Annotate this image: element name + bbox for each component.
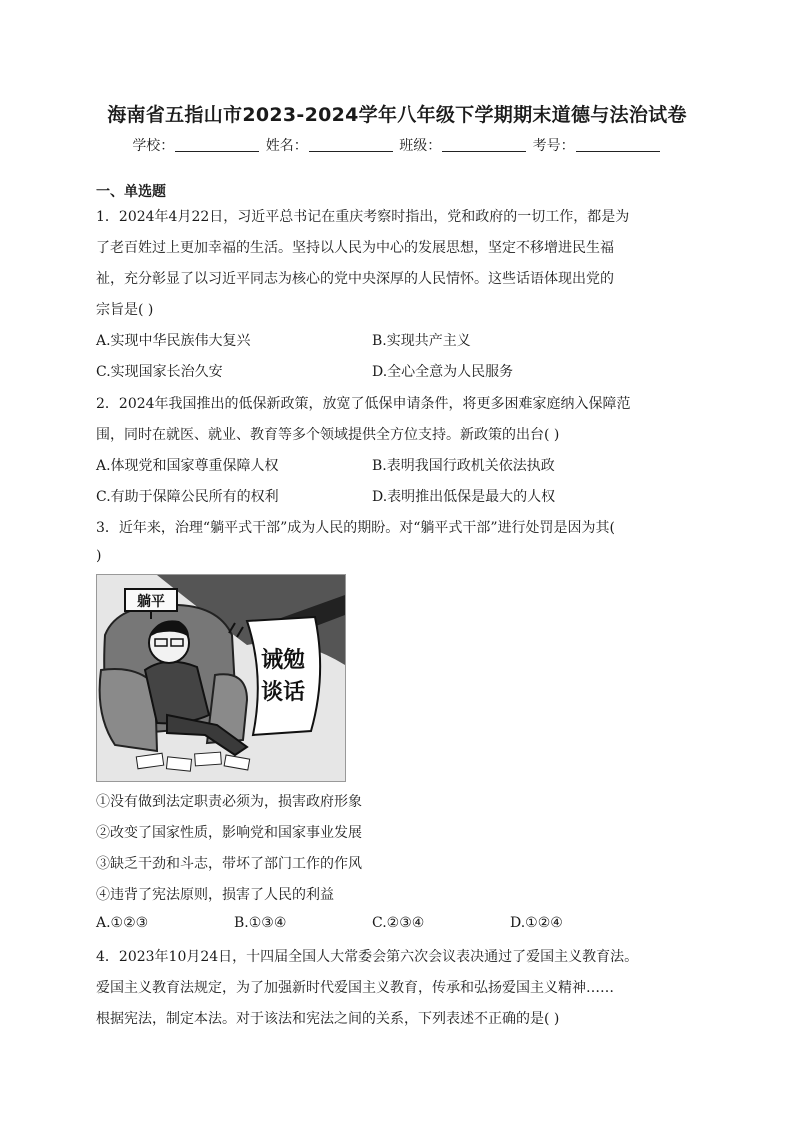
student-info-row (0, 135, 794, 155)
q2-option-a[interactable]: A.体现党和国家尊重保障人权 (96, 458, 279, 474)
question-4-line: 爱国主义教育法规定，为了加强新时代爱国主义教育，传承和弘扬爱国主义精神…… (96, 980, 614, 996)
question-2-line: 围，同时在就医、就业、教育等多个领域提供全方位支持。新政策的出台( ) (96, 427, 560, 443)
question-1-line: 宗旨是( ) (96, 302, 154, 318)
id-label: 考号： (532, 138, 575, 154)
question-1-line: 了老百姓过上更加幸福的生活。坚持以人民为中心的发展思想，坚定不移增进民生福 (96, 240, 614, 256)
cartoon-sign-text: 躺平 (137, 594, 165, 610)
q3-statement-1: ①没有做到法定职责必须为，损害政府形象 (96, 794, 362, 810)
school-label: 学校： (132, 138, 175, 154)
q1-option-c[interactable]: C.实现国家长治久安 (96, 364, 223, 380)
question-1-line: 1．2024年4月22日，习近平总书记在重庆考察时指出，党和政府的一切工作，都是为 (96, 209, 630, 225)
cartoon-image (96, 574, 346, 782)
q2-option-c[interactable]: C.有助于保障公民所有的权利 (96, 489, 279, 505)
q3-statement-3: ③缺乏干劲和斗志，带坏了部门工作的作风 (96, 856, 362, 872)
exam-title: 海南省五指山市2023-2024学年八年级下学期期末道德与法治试卷 (107, 104, 687, 126)
class-blank[interactable] (442, 137, 526, 152)
q2-option-b[interactable]: B.表明我国行政机关依法执政 (372, 458, 555, 474)
cartoon-scroll-text-2: 谈话 (260, 680, 306, 705)
class-label: 班级： (399, 138, 442, 154)
q2-option-d[interactable]: D.表明推出低保是最大的人权 (372, 489, 556, 505)
q3-statement-4: ④违背了宪法原则，损害了人民的利益 (96, 887, 334, 903)
question-4-line: 4．2023年10月24日，十四届全国人大常委会第六次会议表决通过了爱国主义教育法。 (96, 949, 639, 965)
q1-option-a[interactable]: A.实现中华民族伟大复兴 (96, 333, 251, 349)
cartoon-scroll-text-1: 诫勉 (260, 648, 306, 673)
q3-option-c[interactable]: C.②③④ (372, 915, 425, 931)
section-heading: 一、单选题 (96, 184, 166, 200)
question-3-line: ) (96, 548, 102, 564)
q3-statement-2: ②改变了国家性质，影响党和国家事业发展 (96, 825, 362, 841)
q3-option-b[interactable]: B.①③④ (234, 915, 287, 931)
q1-option-d[interactable]: D.全心全意为人民服务 (372, 364, 514, 380)
school-blank[interactable] (175, 137, 259, 152)
question-2-line: 2．2024年我国推出的低保新政策，放宽了低保申请条件，将更多困难家庭纳入保障范 (96, 396, 631, 412)
name-blank[interactable] (309, 137, 393, 152)
id-blank[interactable] (576, 137, 660, 152)
question-4-line: 根据宪法，制定本法。对于该法和宪法之间的关系，下列表述不正确的是( ) (96, 1011, 560, 1027)
cartoon-drawing (97, 575, 345, 781)
q3-option-a[interactable]: A.①②③ (96, 915, 149, 931)
q1-option-b[interactable]: B.实现共产主义 (372, 333, 471, 349)
name-label: 姓名： (265, 138, 308, 154)
q3-option-d[interactable]: D.①②④ (510, 915, 563, 931)
question-3-line: 3．近年来，治理“躺平式干部”成为人民的期盼。对“躺平式干部”进行处罚是因为其( (96, 520, 615, 536)
question-1-line: 祉，充分彰显了以习近平同志为核心的党中央深厚的人民情怀。这些话语体现出党的 (96, 271, 614, 287)
